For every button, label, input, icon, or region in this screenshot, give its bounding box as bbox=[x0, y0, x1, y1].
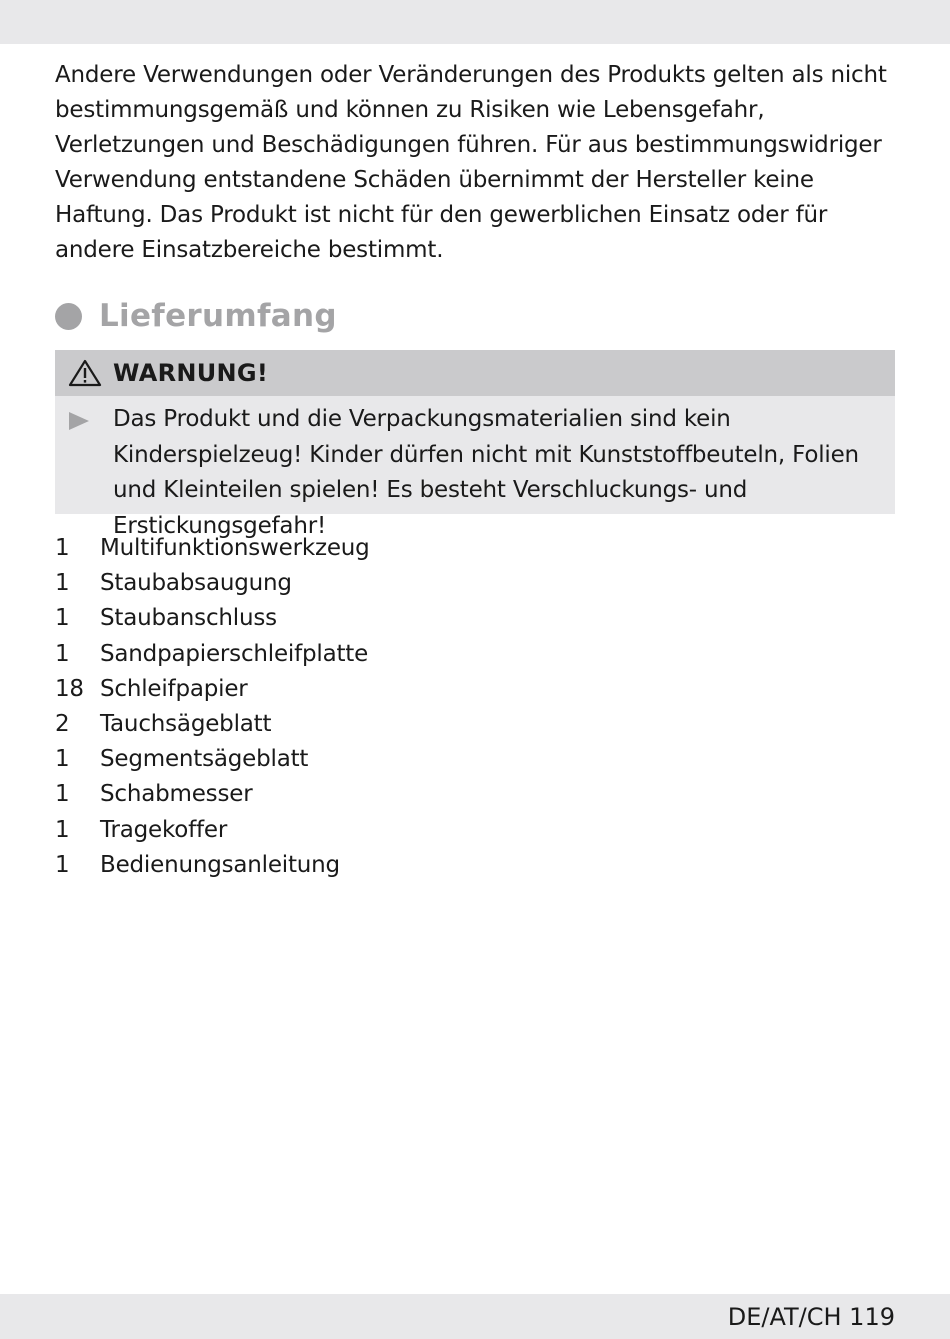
list-item bbox=[55, 637, 370, 672]
item-name: Staubabsaugung bbox=[100, 570, 292, 597]
warning-triangle-icon bbox=[68, 359, 102, 387]
item-qty: 1 bbox=[55, 851, 70, 878]
list-item bbox=[55, 601, 370, 636]
item-qty: 1 bbox=[55, 816, 70, 843]
item-qty: 2 bbox=[55, 710, 70, 737]
list-item bbox=[55, 531, 370, 566]
warning-label: WARNUNG! bbox=[113, 359, 269, 387]
list-item bbox=[55, 777, 370, 812]
warning-body bbox=[55, 396, 895, 539]
section-title: Lieferumfang bbox=[99, 298, 337, 334]
list-item bbox=[55, 566, 370, 601]
warning-header bbox=[55, 350, 895, 396]
list-item bbox=[55, 848, 370, 883]
item-name: Sandpapierschleifplatte bbox=[100, 640, 369, 667]
item-name: Schleifpapier bbox=[100, 675, 248, 702]
list-item bbox=[55, 742, 370, 777]
item-name: Segmentsägeblatt bbox=[100, 746, 309, 773]
item-qty: 1 bbox=[55, 781, 70, 808]
item-qty: 18 bbox=[55, 675, 84, 702]
item-name: Staubanschluss bbox=[100, 605, 277, 632]
item-name: Tragekoffer bbox=[100, 816, 228, 843]
list-item bbox=[55, 672, 370, 707]
item-qty: 1 bbox=[55, 535, 70, 561]
item-name: Bedienungsanleitung bbox=[100, 851, 340, 878]
item-qty: 1 bbox=[55, 605, 70, 632]
delivery-list bbox=[55, 531, 370, 883]
page-number: DE/AT/CH 119 bbox=[727, 1303, 895, 1331]
item-qty: 1 bbox=[55, 746, 70, 773]
warning-text: Das Produkt und die Verpackungsmaterialien sind kein Kinderspielzeug! Kinder dürfen nicht mit Kunststoffbeuteln, Folien und Kleinteilen spielen! Es besteht Verschluckungs- und Erstickungsgefahr! bbox=[113, 406, 859, 539]
item-name: Schabmesser bbox=[100, 781, 253, 808]
circle-bullet-icon bbox=[55, 303, 82, 330]
item-qty: 1 bbox=[55, 570, 70, 597]
item-qty: 1 bbox=[55, 640, 70, 667]
item-name: Multifunktionswerkzeug bbox=[100, 535, 370, 561]
top-band bbox=[0, 0, 950, 44]
item-name: Tauchsägeblatt bbox=[100, 710, 272, 737]
intro-paragraph: Andere Verwendungen oder Veränderungen des Produkts gelten als nicht bestimmungsgemäß und können zu Risiken wie Lebensgefahr, Verletzungen und Beschädigungen führen. Für aus bestimmungswidriger Verwendung entstandene Schäden übernimmt der Hersteller keine Haftung. Das Produkt ist nicht für den gewerblichen Einsatz oder für andere Einsatzbereiche bestimmt. bbox=[55, 62, 887, 263]
list-item bbox=[55, 707, 370, 742]
section-heading bbox=[55, 298, 337, 334]
triangle-right-icon bbox=[68, 411, 90, 431]
list-item bbox=[55, 813, 370, 848]
